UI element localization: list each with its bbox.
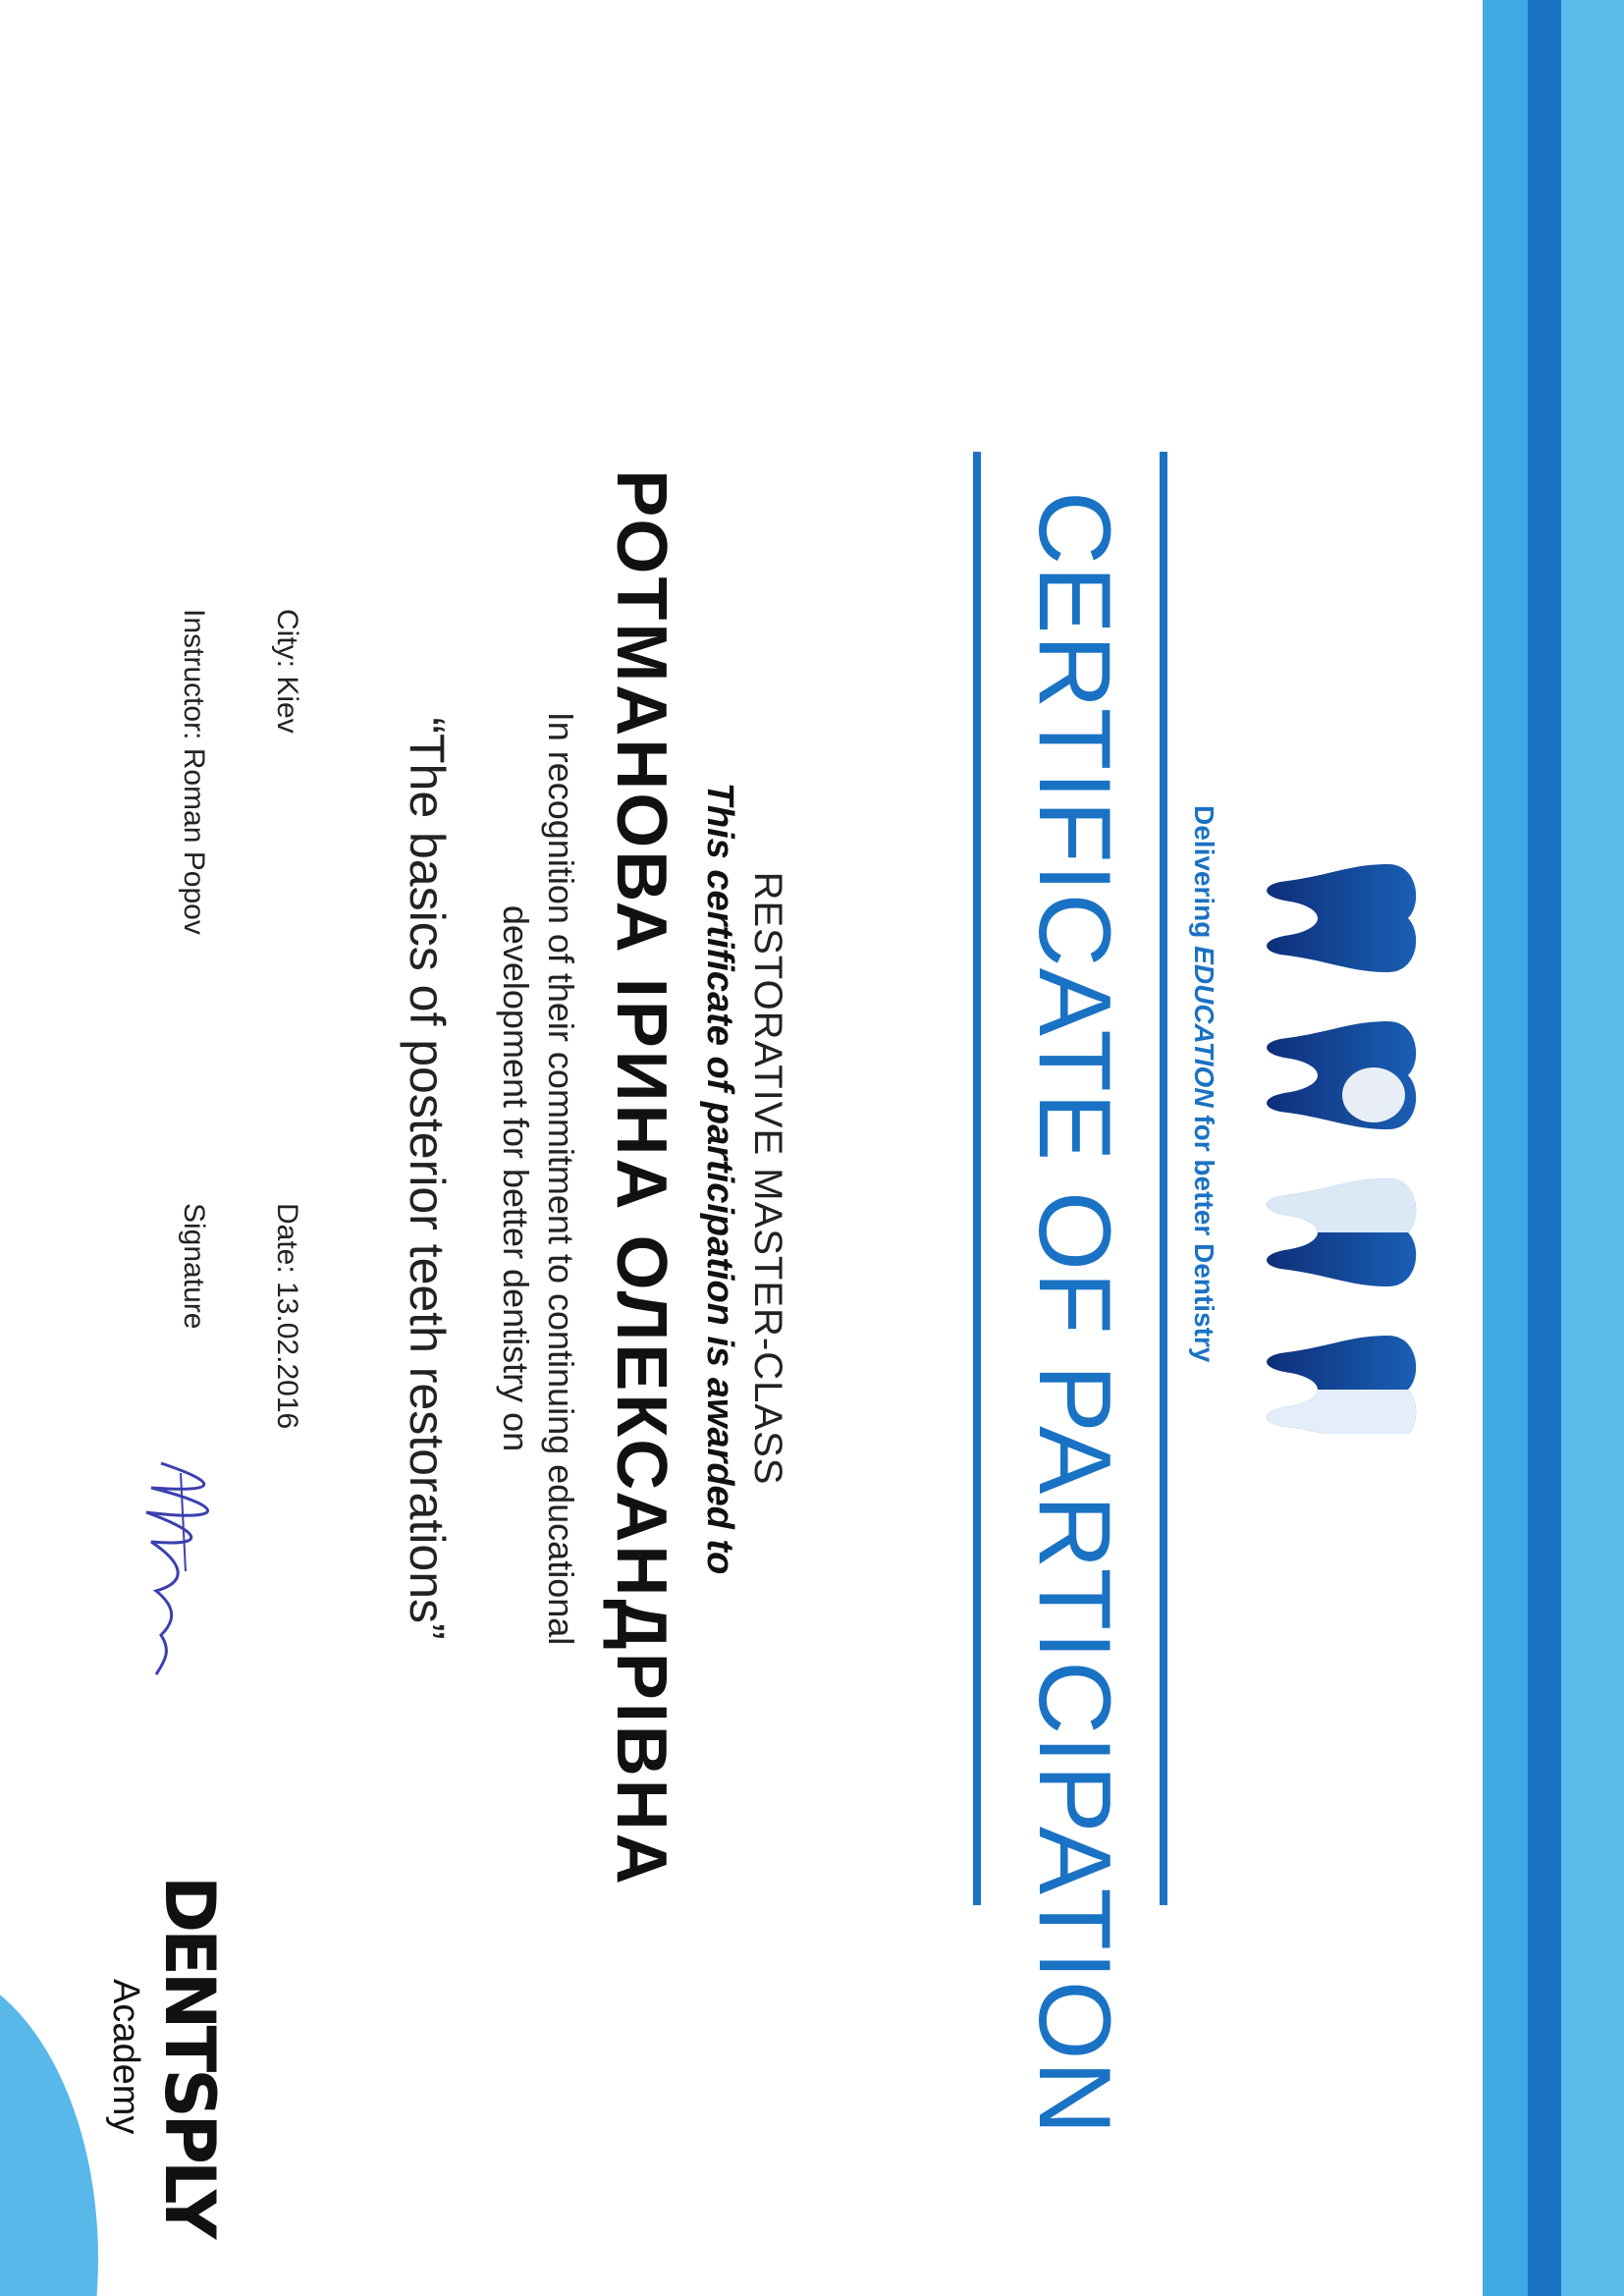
course-title: “The basics of posterior teeth restorations” bbox=[400, 717, 455, 1640]
recognition-line-2: development for better dentistry on bbox=[496, 904, 536, 1452]
tooth-icon bbox=[1267, 1178, 1416, 1286]
recognition-text bbox=[493, 491, 583, 1866]
tooth-icon bbox=[1267, 1021, 1416, 1129]
city-field: City: Kiev bbox=[271, 609, 303, 734]
recognition-line-1: In recognition of their commitment to continuing educational bbox=[541, 711, 581, 1646]
tagline: Delivering EDUCATION for better Dentistry bbox=[1189, 805, 1219, 1363]
recipient-name: РОТМАНОВА ІРИНА ОЛЕКСАНДРІВНА bbox=[602, 469, 680, 1887]
brand-logo-sub: Academy bbox=[105, 1979, 146, 2135]
signature-mark bbox=[122, 1453, 240, 1709]
course-category: RESTORATIVE MASTER-CLASS bbox=[746, 871, 789, 1486]
awarded-statement: This certificate of participation is awarded to bbox=[699, 782, 740, 1575]
signature-label: Signature bbox=[178, 1203, 210, 1330]
teeth-illustration bbox=[1251, 845, 1428, 1434]
instructor-field: Instructor: Roman Popov bbox=[178, 609, 210, 935]
tooth-icon bbox=[1267, 864, 1416, 972]
title-rule-top bbox=[1160, 452, 1167, 1905]
brand-logo: DENTSPLY bbox=[149, 1876, 230, 2236]
date-field: Date: 13.02.2016 bbox=[271, 1203, 303, 1430]
certificate-title: CERTIFICATE OF PARTICIPATION bbox=[1017, 491, 1131, 2136]
title-rule-bottom bbox=[973, 452, 981, 1905]
tooth-icon bbox=[1267, 1336, 1416, 1434]
